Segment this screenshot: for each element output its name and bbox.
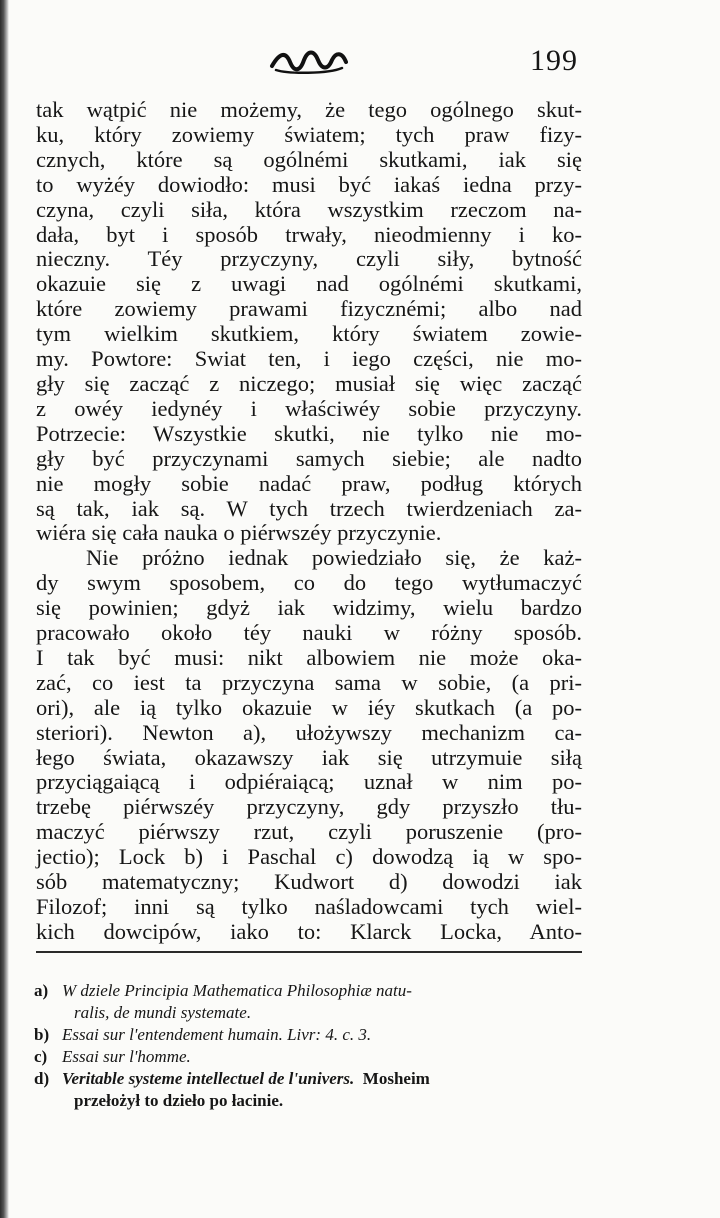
text-line: z owéy iedynéy i właściwéy sobie przyczyny. bbox=[36, 395, 582, 421]
text-line: gły być przyczynami samych siebie; ale nadto bbox=[36, 445, 582, 471]
text-line: kich dowcipów, iako to: Klarck Locka, Anto- bbox=[36, 918, 582, 944]
footnote-text: przełożył to dzieło po łacinie. bbox=[74, 1091, 284, 1110]
text-line: czyna, czyli siła, która wszystkim rzeczom na- bbox=[36, 196, 582, 222]
page-number: 199 bbox=[530, 44, 578, 77]
text-line: które zowiemy prawami fizycznémi; albo nad bbox=[36, 296, 582, 322]
text-line: cznych, które są ogólnémi skutkami, iak się bbox=[36, 146, 582, 172]
footnote-a bbox=[34, 980, 582, 1002]
footnote-d bbox=[34, 1068, 582, 1090]
footnote-b bbox=[34, 1024, 582, 1046]
text-line: Nie próżno iednak powiedziało się, że każ- bbox=[86, 545, 582, 571]
text-line: steriori). Newton a), ułożywszy mechanizm ca- bbox=[36, 719, 582, 745]
footnote-marker: b) bbox=[34, 1025, 50, 1044]
footnote-author: Mosheim bbox=[362, 1069, 430, 1088]
text-line: trzebę piérwszéy przyczyny, gdy przyszło tłu- bbox=[36, 794, 582, 820]
text-line: jectio); Lock b) i Paschal c) dowodzą ią w spo- bbox=[36, 844, 582, 870]
text-line: są tak, iak są. W tych trzech twierdzeniach za- bbox=[36, 495, 582, 521]
text-line: Filozof; inni są tylko naśladowcami tych wiel- bbox=[36, 894, 582, 919]
text-line: nieczny. Téy przyczyny, czyli siły, bytność bbox=[36, 246, 582, 272]
text-line: pracowało około téy nauki w różny sposób. bbox=[36, 620, 582, 646]
footnote-text: W dziele Principia Mathematica Philosophiæ natu- bbox=[62, 981, 412, 1000]
swash-ornament-icon bbox=[268, 48, 348, 76]
text-line: my. Powtore: Swiat ten, i iego części, nie mo- bbox=[36, 346, 582, 372]
text-line: gły się zacząć z niczego; musiał się więc zacząć bbox=[36, 370, 582, 396]
page-header bbox=[0, 44, 720, 88]
text-line: okazuie się z uwagi nad ogólnémi skutkami, bbox=[36, 271, 582, 297]
text-line: ku, który zowiemy światem; tych praw fizy- bbox=[36, 121, 582, 147]
text-line: dy swym sposobem, co do tego wytłumaczyć bbox=[36, 570, 582, 596]
footnote-text: Veritable systeme intellectuel de l'univers. bbox=[62, 1069, 355, 1088]
book-spine-shadow bbox=[0, 0, 9, 1218]
text-line: tak wątpić nie możemy, że tego ogólnego skut- bbox=[36, 97, 582, 122]
body-text bbox=[36, 98, 582, 945]
footnote-marker: a) bbox=[34, 981, 49, 1000]
text-line: I tak być musi: nikt albowiem nie może oka- bbox=[36, 644, 582, 670]
footnote-text: ralis, de mundi systemate. bbox=[74, 1003, 252, 1022]
footnote-marker: c) bbox=[34, 1047, 48, 1066]
text-line: maczyć piérwszy rzut, czyli poruszenie (pro- bbox=[36, 819, 582, 845]
footnotes bbox=[34, 980, 582, 1112]
text-line: dała, byt i sposób trwały, nieodmienny i ko- bbox=[36, 221, 582, 247]
text-line: nie mogły sobie nadać praw, podług których bbox=[36, 470, 582, 496]
text-line: łego świata, okazawszy iak się utrzymuie siłą bbox=[36, 744, 582, 770]
text-line: tym wielkim skutkiem, który światem zowie- bbox=[36, 321, 582, 347]
footnote-d-continuation bbox=[34, 1090, 582, 1112]
footnote-divider bbox=[36, 951, 582, 953]
footnote-marker: d) bbox=[34, 1069, 50, 1088]
footnote-a-continuation bbox=[34, 1002, 582, 1024]
text-line: zać, co iest ta przyczyna sama w sobie, (a pri- bbox=[36, 669, 582, 695]
text-line: przyciągaiącą i odpiéraiącą; uznał w nim po- bbox=[36, 769, 582, 795]
footnote-c bbox=[34, 1046, 582, 1068]
text-line: Potrzecie: Wszystkie skutki, nie tylko nie mo- bbox=[36, 420, 582, 446]
text-line: się powinien; gdyż iak widzimy, wielu bardzo bbox=[36, 595, 582, 621]
footnote-text: Essai sur l'homme. bbox=[62, 1047, 191, 1066]
text-line: sób matematyczny; Kudwort d) dowodzi iak bbox=[36, 869, 582, 895]
text-line: ori), ale ią tylko okazuie w iéy skutkach (a po- bbox=[36, 694, 582, 720]
footnote-text: Essai sur l'entendement humain. Livr: 4. c. 3. bbox=[62, 1025, 372, 1044]
text-line: wiéra się cała nauka o piérwszéy przyczynie. bbox=[36, 520, 442, 546]
text-line: to wyżéy dowiodło: musi być iakaś iedna przy- bbox=[36, 171, 582, 197]
